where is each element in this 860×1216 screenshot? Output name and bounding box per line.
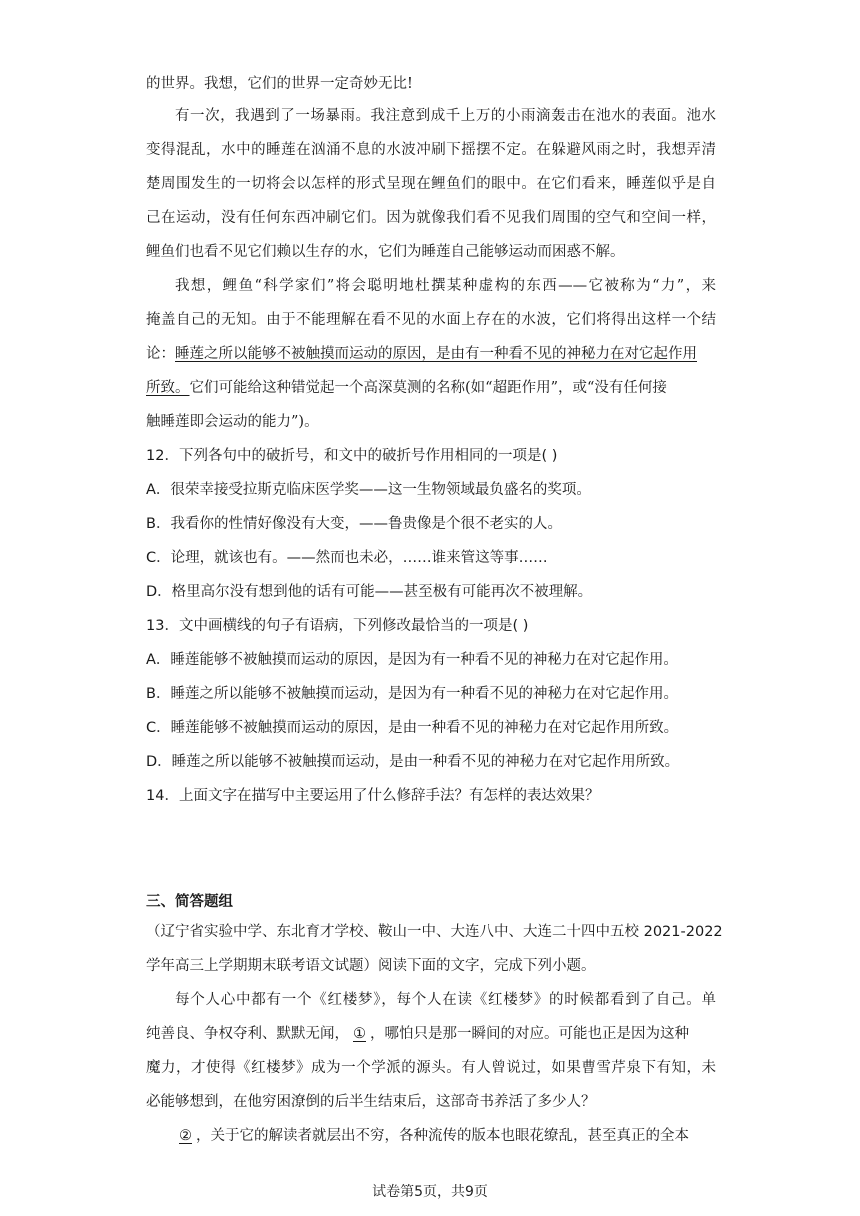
question-12-option-b: B．我看你的性情好像没有大变，——鲁贵像是个很不老实的人。 — [146, 516, 562, 532]
underlined-sentence: 所致。 — [146, 380, 190, 396]
passage-text: 纯善良、争权夺利、默默无闻， — [146, 1026, 349, 1042]
passage-text: 论： — [146, 346, 175, 362]
question-12-option-c: C．论理，就该也有。——然而也未必，……谁来管这等事…… — [146, 550, 548, 566]
passage-line: 掩盖自己的无知。由于不能理解在看不见的水面上存在的水波，它们将得出这样一个结 — [146, 312, 716, 328]
passage-line — [146, 1024, 716, 1044]
question-13-option-b: B．睡莲之所以能够不被触摸而运动，是因为有一种看不见的神秘力在对它起作用。 — [146, 686, 678, 702]
question-13-option-c: C．睡莲能够不被触摸而运动的原因，是由一种看不见的神秘力在对它起作用所致。 — [146, 720, 679, 736]
passage-line: 必能够想到，在他穷困潦倒的后半生结束后，这部奇书养活了多少人？ — [146, 1094, 596, 1110]
blank-1: ① — [353, 1026, 366, 1042]
passage-line: 楚周围发生的一切将会以怎样的形式呈现在鲤鱼们的眼中。在它们看来，睡莲似乎是自 — [146, 176, 716, 192]
underlined-sentence: 睡莲之所以能够不被触摸而运动的原因，是由有一种看不见的神秘力在对它起作用 — [175, 346, 697, 362]
question-13-option-a: A．睡莲能够不被触摸而运动的原因，是因为有一种看不见的神秘力在对它起作用。 — [146, 652, 678, 668]
passage-line: 鲤鱼们也看不见它们赖以生存的水，它们为睡莲自己能够运动而困惑不解。 — [146, 244, 625, 260]
passage-line — [146, 378, 716, 398]
page-footer: 试卷第5页，共9页 — [372, 1184, 488, 1200]
question-13-stem: 13．文中画横线的句子有语病，下列修改最恰当的一项是( ) — [146, 618, 529, 634]
source-note: （辽宁省实验中学、东北育才学校、鞍山一中、大连八中、大连二十四中五校 2021-2022 — [146, 924, 723, 940]
passage-line: 变得混乱，水中的睡莲在汹涌不息的水波冲刷下摇摆不定。在躲避风雨之时，我想弄清 — [146, 142, 716, 158]
passage-text: 它们可能给这种错觉起一个高深莫测的名称(如“超距作用”，或“没有任何接 — [189, 380, 667, 396]
section-heading: 三、简答题组 — [146, 894, 233, 910]
passage-line: 己在运动，没有任何东西冲刷它们。因为就像我们看不见我们周围的空气和空间一样， — [146, 210, 716, 226]
question-14-stem: 14．上面文字在描写中主要运用了什么修辞手法？有怎样的表达效果？ — [146, 788, 600, 804]
passage-text: ，哪怕只是那一瞬间的对应。可能也正是因为这种 — [370, 1026, 689, 1042]
passage-line — [146, 344, 716, 364]
blank-2: ② — [179, 1128, 192, 1144]
passage-line: 的世界。我想，它们的世界一定奇妙无比! — [146, 76, 413, 92]
question-13-option-d: D．睡莲之所以能够不被触摸而运动，是由一种看不见的神秘力在对它起作用所致。 — [146, 754, 680, 770]
passage-text: ，关于它的解读者就层出不穷，各种流传的版本也眼花缭乱，甚至真正的全本 — [196, 1128, 689, 1144]
passage-line: 每个人心中都有一个《红楼梦》，每个人在读《红楼梦》的时候都看到了自己。单 — [175, 992, 716, 1008]
passage-line: 我想，鲤鱼“科学家们”将会聪明地杜撰某种虚构的东西——它被称为“力”，来 — [175, 278, 716, 294]
passage-line: 魔力，才使得《红楼梦》成为一个学派的源头。有人曾说过，如果曹雪芹泉下有知，未 — [146, 1060, 716, 1076]
passage-line — [175, 1126, 745, 1146]
question-12-stem: 12．下列各句中的破折号，和文中的破折号作用相同的一项是( ) — [146, 448, 558, 464]
passage-line: 触睡莲即会运动的能力”)。 — [146, 414, 319, 430]
question-12-option-a: A．很荣幸接受拉斯克临床医学奖——这一生物领域最负盛名的奖项。 — [146, 482, 591, 498]
source-note: 学年高三上学期期末联考语文试题）阅读下面的文字，完成下列小题。 — [146, 958, 596, 974]
passage-line: 有一次，我遇到了一场暴雨。我注意到成千上万的小雨滴轰击在池水的表面。池水 — [175, 108, 716, 124]
question-12-option-d: D．格里高尔没有想到他的话有可能——甚至极有可能再次不被理解。 — [146, 584, 593, 600]
